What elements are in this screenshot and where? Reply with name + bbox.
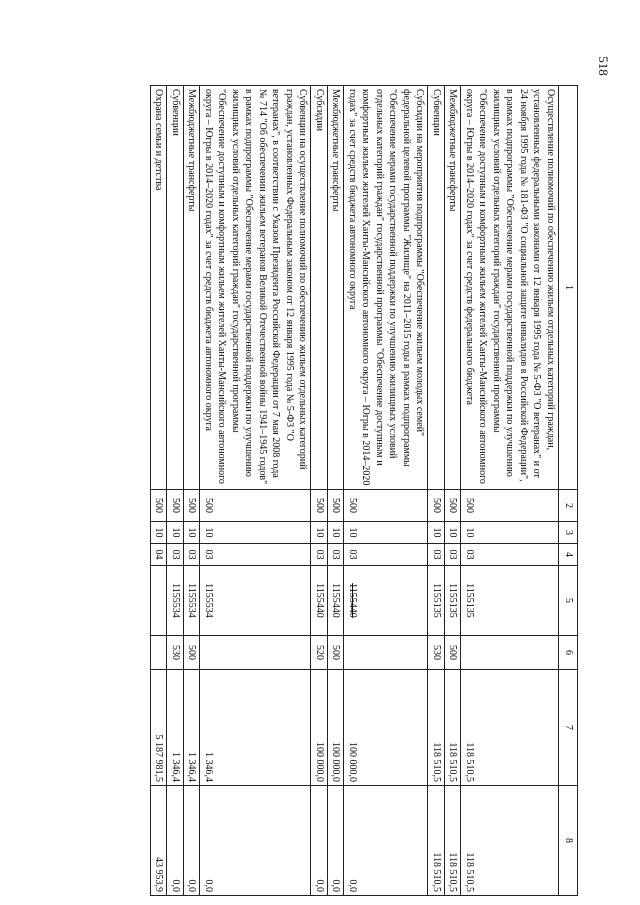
cell-admin-code: 500 [445,490,462,522]
cell-target-article: 1155534 [200,566,311,636]
col-header-3: 3 [559,522,578,544]
cell-section: 10 [167,522,184,544]
row-description: Субсидии [311,86,328,490]
cell-section: 10 [461,522,559,544]
cell-subsection: 04 [151,544,168,566]
col-header-6: 6 [559,636,578,670]
row-description: Межбюджетные трансферты [184,86,201,490]
cell-amount-8: 0,0 [328,786,345,896]
cell-section: 10 [445,522,462,544]
rotated-table-block [83,85,578,895]
cell-section: 10 [200,522,311,544]
cell-amount-7: 100 000,0 [344,670,428,786]
cell-amount-7: 1 346,4 [200,670,311,786]
row-description: Субсидии на мероприятия подпрограммы "Обеспечение жильем молодых семей" федеральной целевой программы "Жилище" на 2011–2015 годы в рамках подпрограммы "Обеспечение мерами государственной поддержки по улучшению жилищных условий отдельных категорий граждан" государственной программы "Обеспечение доступным и комфортным жильем жителей Ханты-Мансийского автономного округа – Югры в 2014–2020 годах" за счет средств бюджета автономного округа [344,86,428,490]
cell-target-article: 1155135 [445,566,462,636]
table-row [328,86,345,896]
cell-amount-8: 118 510,5 [445,786,462,896]
cell-admin-code: 500 [311,490,328,522]
table-row [184,86,201,896]
cell-admin-code: 500 [328,490,345,522]
table-row [428,86,445,896]
cell-subsection: 03 [461,544,559,566]
cell-section: 10 [311,522,328,544]
cell-target-article: 1155440 [344,566,428,636]
cell-expense-type [151,636,168,670]
cell-target-article: 1155534 [167,566,184,636]
cell-expense-type: 530 [167,636,184,670]
row-description: Субвенции [167,86,184,490]
cell-target-article [151,566,168,636]
cell-amount-8: 0,0 [200,786,311,896]
table-row [445,86,462,896]
table-row [461,86,559,896]
budget-table [150,85,578,896]
row-description: Осуществление полномочий по обеспечению жильем отдельных категорий граждан, установленных федеральными законами от 12 января 1995 года № 5-ФЗ "О ветеранах" и от 24 ноября 1995 года № 181-ФЗ "О социальной защите инвалидов в Российской Федерации", в рамках подпрограммы "Обеспечение мерами государственной поддержки по улучшению жилищных условий отдельных категорий граждан" государственной программы "Обеспечение доступным и комфортным жильем жителей Ханты-Мансийского автономного округа – Югры в 2014–2020 годах" за счет средств федерального бюджета [461,86,559,490]
cell-amount-8: 0,0 [311,786,328,896]
cell-admin-code: 500 [461,490,559,522]
cell-amount-8: 43 953,9 [151,786,168,896]
cell-subsection: 03 [184,544,201,566]
table-row [167,86,184,896]
cell-target-article: 1155135 [428,566,445,636]
cell-subsection: 03 [428,544,445,566]
cell-amount-8: 118 510,5 [461,786,559,896]
row-description: Межбюджетные трансферты [328,86,345,490]
col-header-5: 5 [559,566,578,636]
cell-section: 10 [151,522,168,544]
cell-admin-code: 500 [200,490,311,522]
cell-subsection: 03 [200,544,311,566]
table-row [311,86,328,896]
cell-expense-type: 530 [428,636,445,670]
cell-amount-7: 118 510,5 [428,670,445,786]
cell-section: 10 [428,522,445,544]
page-number: 518 [595,56,611,76]
cell-section: 10 [344,522,428,544]
cell-amount-7: 100 000,0 [328,670,345,786]
col-header-4: 4 [559,544,578,566]
cell-amount-8: 0,0 [184,786,201,896]
col-header-2: 2 [559,490,578,522]
cell-subsection: 03 [445,544,462,566]
cell-target-article: 1155440 [311,566,328,636]
cell-amount-8: 0,0 [167,786,184,896]
cell-amount-7: 1 346,4 [167,670,184,786]
cell-expense-type: 500 [328,636,345,670]
col-header-7: 7 [559,670,578,786]
cell-admin-code: 500 [428,490,445,522]
cell-amount-8: 118 510,5 [428,786,445,896]
cell-target-article: 1155135 [461,566,559,636]
table-row [151,86,168,896]
cell-subsection: 03 [311,544,328,566]
cell-subsection: 03 [167,544,184,566]
cell-expense-type: 520 [311,636,328,670]
table-row [344,86,428,896]
cell-section: 10 [184,522,201,544]
cell-target-article: 1155440 [328,566,345,636]
cell-admin-code: 500 [167,490,184,522]
cell-admin-code: 500 [184,490,201,522]
cell-subsection: 03 [328,544,345,566]
cell-expense-type [344,636,428,670]
cell-expense-type: 500 [184,636,201,670]
col-header-1: 1 [559,86,578,490]
cell-amount-7: 100 000,0 [311,670,328,786]
col-header-8: 8 [559,786,578,896]
cell-amount-7: 118 510,5 [461,670,559,786]
cell-expense-type [461,636,559,670]
cell-amount-8: 0,0 [344,786,428,896]
row-description: Субвенции на осуществление полномочий по обеспечению жильем отдельных категорий граждан, установленных Федеральным законом от 12 января 1995 года № 5-ФЗ "О ветеранах", в соответствии с Указом Президента Российской Федерации от 7 мая 2008 года № 714 "Об обеспечении жильем ветеранов Великой Отечественной войны 1941–1945 годов" в рамках подпрограммы "Обеспечение мерами государственной поддержки по улучшению жилищных условий отдельных категорий граждан" государственной программы "Обеспечение доступным и комфортным жильем жителей Ханты-Мансийского автономного округа – Югры в 2014–2020 годах" за счет средств бюджета автономного округа [200,86,311,490]
cell-expense-type [200,636,311,670]
row-description: Межбюджетные трансферты [445,86,462,490]
table-row [200,86,311,896]
cell-expense-type: 500 [445,636,462,670]
cell-admin-code: 500 [151,490,168,522]
cell-amount-7: 5 187 981,5 [151,670,168,786]
cell-admin-code: 500 [344,490,428,522]
cell-amount-7: 1 346,4 [184,670,201,786]
cell-section: 10 [328,522,345,544]
row-description: Субвенции [428,86,445,490]
row-description: Охрана семьи и детства [151,86,168,490]
cell-amount-7: 118 510,5 [445,670,462,786]
cell-target-article: 1155534 [184,566,201,636]
header-row [559,86,578,896]
cell-subsection: 03 [344,544,428,566]
